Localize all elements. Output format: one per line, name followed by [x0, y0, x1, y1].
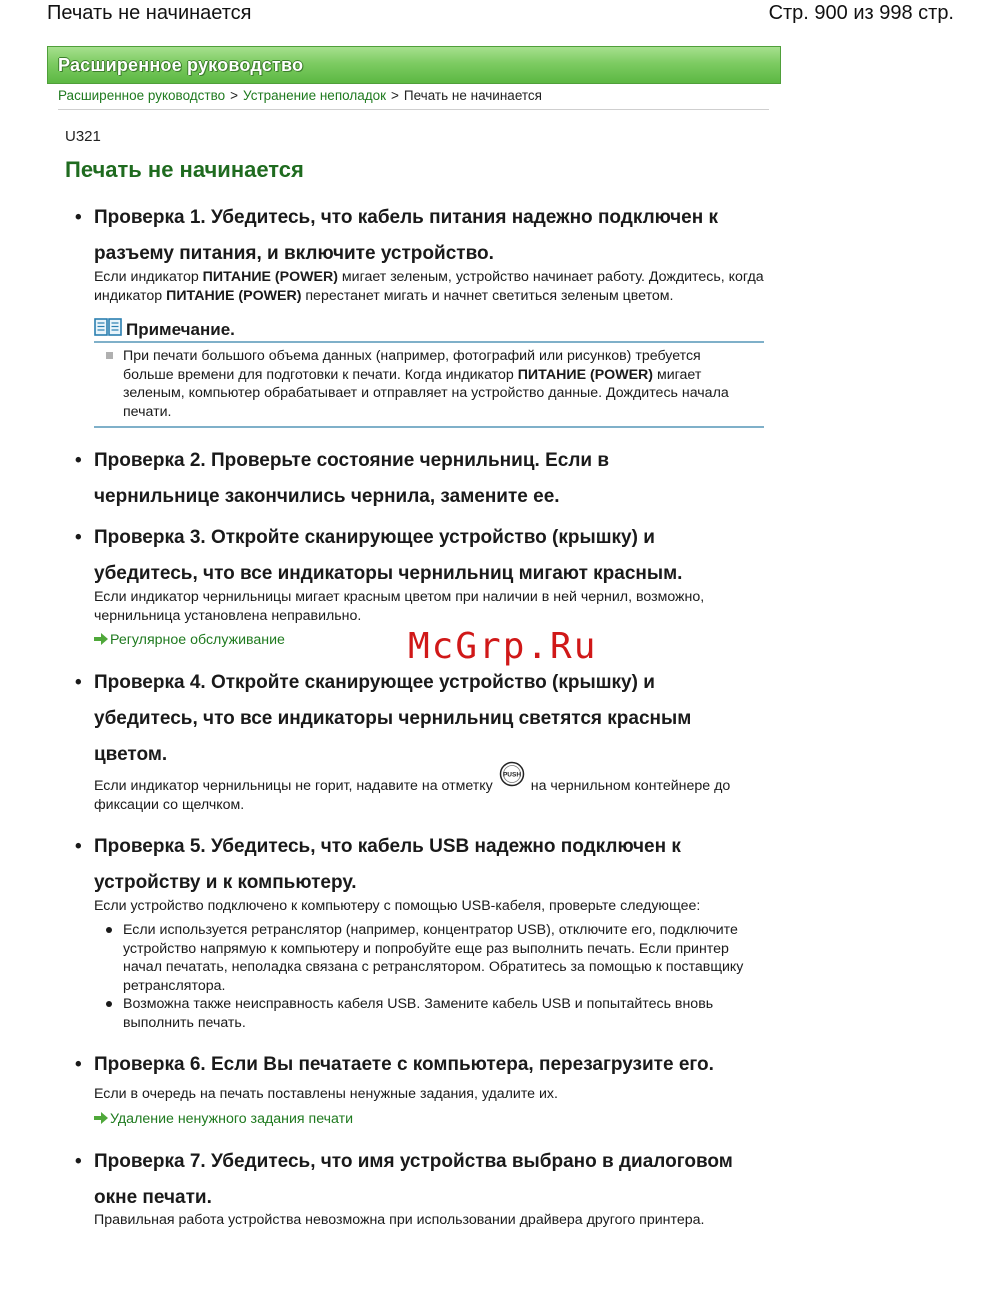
- check-6-heading: Проверка 6. Если Вы печатаете с компьютера, перезагрузите его.: [94, 1054, 714, 1075]
- check-6-text: Если в очередь на печать поставлены ненужные задания, удалите их.: [94, 1086, 558, 1102]
- check-3-heading: Проверка 3. Откройте сканирующее устройство (крышку) и убедитесь, что все индикаторы чернильниц мигают красным.: [94, 527, 683, 584]
- list-item: Если используется ретранслятор (например, концентратор USB), отключите его, подключите устройство напрямую к компьютеру и попробуйте еще раз выполнить печать. Если принтер начал печатать, неполадка связана с ретранслятором. Обратитесь за помощью к поставщику ретранслятора.: [123, 922, 744, 994]
- check-5-heading: Проверка 5. Убедитесь, что кабель USB надежно подключен к устройству и к компьютеру.: [94, 836, 681, 893]
- section-banner: [47, 46, 781, 84]
- bullet: •: [75, 1151, 82, 1172]
- page-counter: Стр. 900 из 998 стр.: [768, 2, 954, 24]
- check-5-text: Если устройство подключено к компьютеру с помощью USB-кабеля, проверьте следующее:: [94, 898, 701, 914]
- power-indicator-label: ПИТАНИЕ (POWER): [202, 269, 338, 285]
- push-mark-label: PUSH: [502, 771, 521, 779]
- watermark: McGrp.Ru: [408, 626, 598, 667]
- bullet: •: [75, 527, 82, 548]
- breadcrumb-separator: >: [230, 88, 239, 103]
- check-4-heading: Проверка 4. Откройте сканирующее устройство (крышку) и убедитесь, что все индикаторы чернильниц светятся красным цветом.: [94, 672, 692, 765]
- check-2-heading: Проверка 2. Проверьте состояние чернильниц. Если в чернильнице закончились чернила, замените ее.: [94, 450, 610, 507]
- bullet: •: [75, 836, 82, 857]
- document-code: U321: [65, 128, 101, 145]
- document-title: Печать не начинается: [47, 2, 252, 24]
- maintenance-link[interactable]: Регулярное обслуживание: [94, 631, 285, 649]
- page-title: Печать не начинается: [65, 157, 304, 182]
- check-7-text: Правильная работа устройства невозможна при использовании драйвера другого принтера.: [94, 1212, 705, 1228]
- arrow-right-icon: [94, 1112, 108, 1124]
- breadcrumb-link-troubleshooting[interactable]: Устранение неполадок: [243, 88, 387, 103]
- breadcrumb-divider: [58, 109, 769, 110]
- power-indicator-label: ПИТАНИЕ (POWER): [166, 287, 302, 304]
- note-bullet: [106, 352, 113, 359]
- bullet: •: [75, 672, 82, 693]
- note-text: При печати большого объема данных (например, фотографий или рисунков) требуется больше времени для подготовки к печати. Когда индикатор ПИТАНИЕ (POWER) мигает зеленым, компьютер обрабатывает и отправляет на устройство данные. Дождитесь начала печати.: [123, 348, 729, 420]
- check-1-text: Если индикатор ПИТАНИЕ (POWER) мигает зеленым, устройство начинает работу. Дождитесь, когда индикатор ПИТАНИЕ (POWER) перестанет мигать и начнет светиться зеленым цветом.: [94, 269, 764, 304]
- breadcrumb-link-guide[interactable]: Расширенное руководство: [58, 88, 226, 103]
- check-1-heading: Проверка 1. Убедитесь, что кабель питания надежно подключен к разъему питания, и включите устройство.: [94, 207, 719, 264]
- bullet: •: [75, 207, 82, 228]
- list-item: Возможна также неисправность кабеля USB. Замените кабель USB и попытайтесь вновь выполнить печать.: [123, 996, 714, 1031]
- check-7-heading: Проверка 7. Убедитесь, что имя устройства выбрано в диалоговом окне печати.: [94, 1151, 733, 1208]
- note-divider-bottom: [94, 426, 764, 428]
- power-indicator-label: ПИТАНИЕ (POWER): [517, 366, 654, 383]
- list-bullet: [106, 927, 112, 933]
- arrow-right-icon: [94, 633, 108, 645]
- bullet: •: [75, 1054, 82, 1075]
- push-mark-icon: [499, 761, 525, 787]
- check-4-text: Если индикатор чернильницы не горит, надавите на отметку PUSH на чернильном контейнере до фиксации со щелчком.: [94, 768, 754, 814]
- note-title: Примечание.: [126, 320, 235, 339]
- breadcrumb-current: Печать не начинается: [403, 88, 542, 103]
- list-bullet: [106, 1001, 112, 1007]
- check-3-text: Если индикатор чернильницы мигает красным цветом при наличии в ней чернил, возможно, чернильница установлена неправильно.: [94, 589, 705, 624]
- book-icon: [94, 317, 122, 337]
- delete-print-job-link[interactable]: Удаление ненужного задания печати: [94, 1110, 353, 1128]
- breadcrumb: [58, 88, 542, 103]
- banner-label: Расширенное руководство: [58, 55, 304, 75]
- note-header: [94, 317, 764, 341]
- breadcrumb-separator: >: [391, 88, 399, 103]
- bullet: •: [75, 450, 82, 471]
- note-divider-top: [94, 341, 764, 343]
